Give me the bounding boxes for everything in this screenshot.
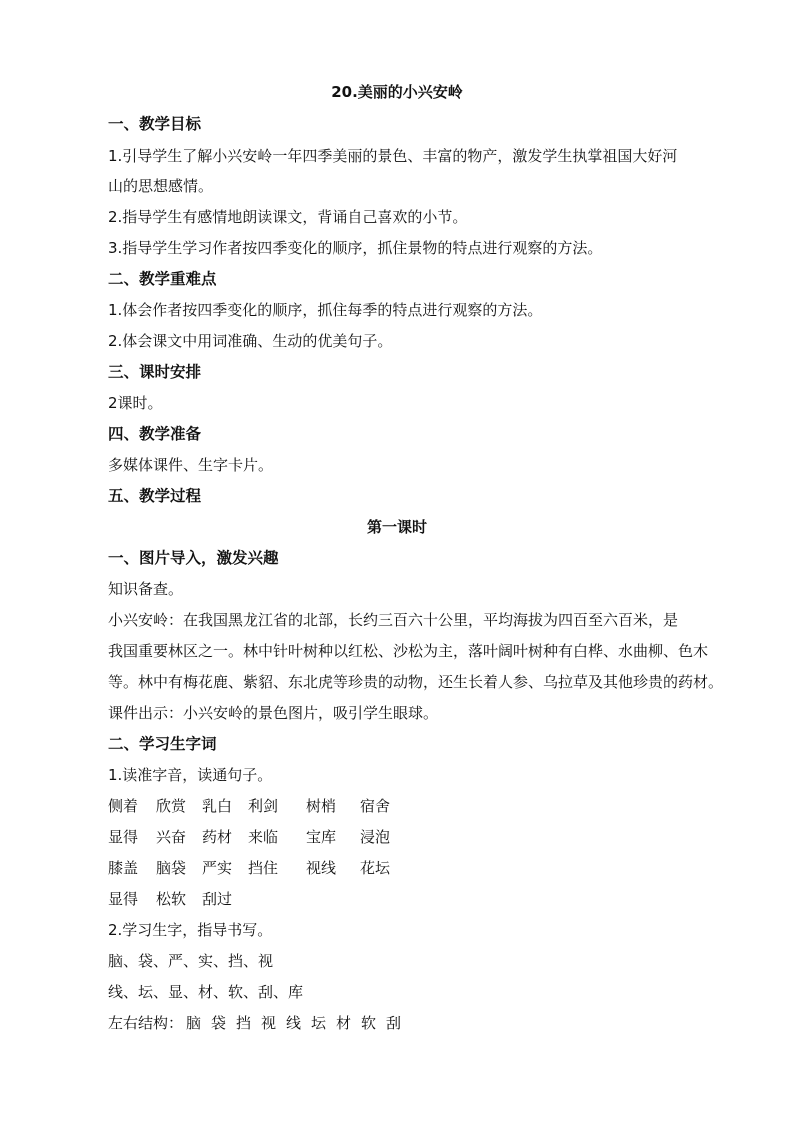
word: 乳白 — [202, 797, 233, 815]
word: 严实 — [202, 859, 233, 877]
word: 脑袋 — [156, 859, 187, 877]
word: 宿舍 — [360, 797, 391, 815]
word: 兴奋 — [156, 828, 187, 846]
paragraph: 山的思想感情。 — [108, 177, 214, 195]
structure-label: 左右结构： — [108, 1014, 184, 1032]
character: 挡 — [236, 1014, 252, 1032]
character: 材 — [336, 1014, 352, 1032]
word: 侧着 — [108, 797, 139, 815]
character-list: 脑、袋、严、实、挡、视 — [108, 952, 274, 970]
paragraph: 多媒体课件、生字卡片。 — [108, 456, 274, 474]
paragraph: 知识备查。 — [108, 580, 184, 598]
document-title: 20.美丽的小兴安岭 — [331, 83, 463, 101]
paragraph: 2.指导学生有感情地朗读课文，背诵自己喜欢的小节。 — [108, 208, 468, 226]
word: 药材 — [202, 828, 233, 846]
word: 花坛 — [360, 859, 391, 877]
word: 利剑 — [248, 797, 279, 815]
paragraph: 小兴安岭：在我国黑龙江省的北部，长约三百六十公里，平均海拔为四百至六百米，是 — [108, 611, 679, 629]
character: 线 — [286, 1014, 302, 1032]
subsection-heading-intro: 一、图片导入，激发兴趣 — [108, 549, 279, 567]
paragraph: 3.指导学生学习作者按四季变化的顺序，抓住景物的特点进行观察的方法。 — [108, 239, 603, 257]
word: 宝库 — [306, 828, 337, 846]
paragraph: 1.引导学生了解小兴安岭一年四季美丽的景色、丰富的物产，激发学生执掌祖国大好河 — [108, 147, 678, 165]
character: 脑 — [186, 1014, 202, 1032]
word: 欣赏 — [156, 797, 187, 815]
section-heading-schedule: 三、课时安排 — [108, 363, 202, 381]
paragraph: 我国重要林区之一。林中针叶树种以红松、沙松为主，落叶阔叶树种有白桦、水曲柳、色木 — [108, 642, 709, 660]
paragraph: 2课时。 — [108, 394, 163, 412]
word: 挡住 — [248, 859, 279, 877]
paragraph: 2.体会课文中用词准确、生动的优美句子。 — [108, 332, 393, 350]
word: 视线 — [306, 859, 337, 877]
section-heading-key-points: 二、教学重难点 — [108, 270, 217, 288]
character: 坛 — [311, 1014, 327, 1032]
word: 树梢 — [306, 797, 337, 815]
paragraph: 等。林中有梅花鹿、紫貂、东北虎等珍贵的动物，还生长着人参、乌拉草及其他珍贵的药材。 — [108, 673, 724, 691]
section-heading-goals: 一、教学目标 — [108, 115, 202, 133]
paragraph: 1.体会作者按四季变化的顺序，抓住每季的特点进行观察的方法。 — [108, 301, 543, 319]
paragraph: 2.学习生字，指导书写。 — [108, 921, 273, 939]
paragraph: 课件出示：小兴安岭的景色图片，吸引学生眼球。 — [108, 704, 439, 722]
word: 浸泡 — [360, 828, 391, 846]
section-heading-process: 五、教学过程 — [108, 487, 202, 505]
subsection-heading-vocab: 二、学习生字词 — [108, 735, 217, 753]
character: 刮 — [386, 1014, 402, 1032]
word: 来临 — [248, 828, 279, 846]
word: 膝盖 — [108, 859, 139, 877]
word: 显得 — [108, 890, 139, 908]
character: 袋 — [211, 1014, 227, 1032]
character: 视 — [261, 1014, 277, 1032]
character-list: 线、坛、显、材、软、刮、库 — [108, 983, 304, 1001]
lesson-title: 第一课时 — [366, 518, 427, 536]
word: 刮过 — [202, 890, 233, 908]
word: 松软 — [156, 890, 187, 908]
paragraph: 1.读准字音，读通句子。 — [108, 766, 273, 784]
section-heading-preparation: 四、教学准备 — [108, 425, 202, 443]
character: 软 — [361, 1014, 377, 1032]
word: 显得 — [108, 828, 139, 846]
